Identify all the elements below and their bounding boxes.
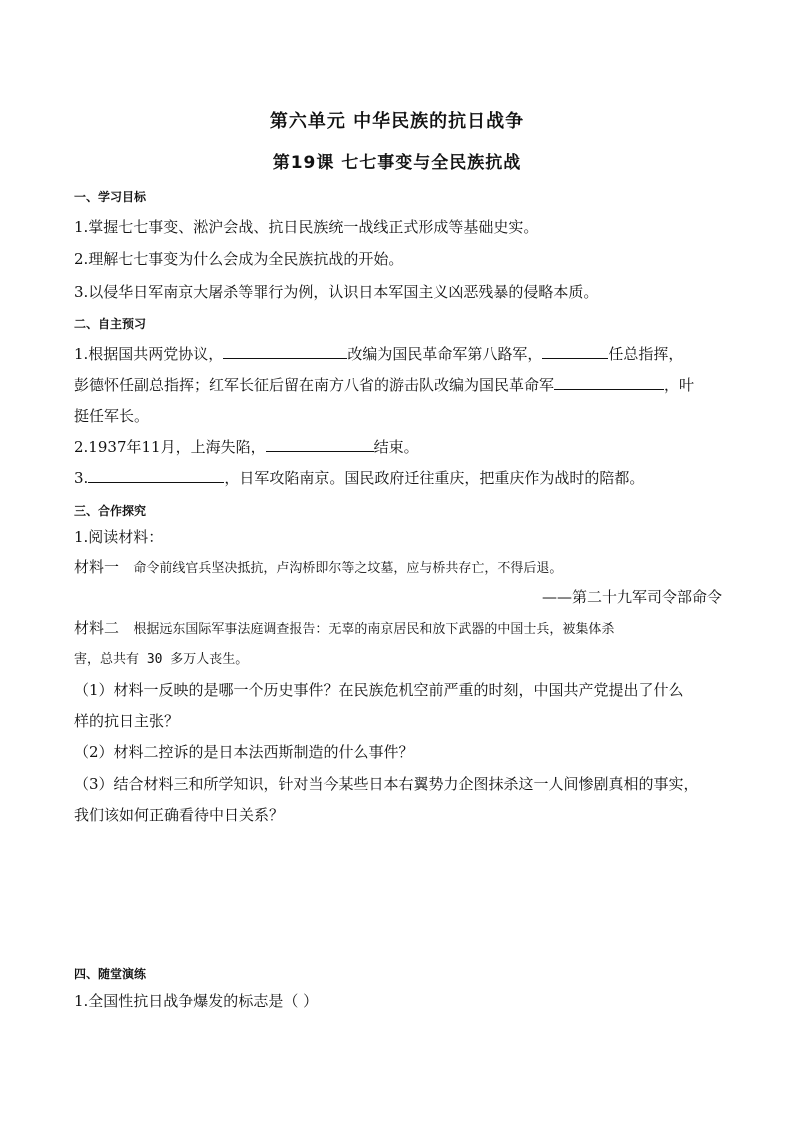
- material-text: 根据远东国际军事法庭调查报告：无辜的南京居民和放下武器的中国士兵，被集体杀: [133, 622, 615, 637]
- material-label: 材料二: [74, 619, 120, 637]
- material-1: [74, 556, 724, 577]
- preview-question-1: [74, 343, 724, 364]
- fill-blank[interactable]: [88, 467, 224, 483]
- text-segment: ，日军攻陷南京。国民政府迁往重庆，把重庆作为战时的陪都。: [224, 469, 645, 487]
- material-2-cont: [74, 648, 724, 667]
- section-heading-practice: 四、随堂演练: [74, 967, 147, 981]
- text-segment: 任总指挥，: [608, 345, 684, 363]
- material-text: 命令前线官兵坚决抵抗，卢沟桥即尔等之坟墓，应与桥共存亡，不得后退。: [133, 561, 563, 576]
- text-segment: 改编为国民革命军第八路军，: [347, 345, 543, 363]
- section-heading-inquiry: 三、合作探究: [74, 504, 147, 518]
- text-segment: 3.: [74, 469, 89, 487]
- objective-item: 2.理解七七事变为什么会成为全民族抗战的开始。: [74, 250, 404, 268]
- inquiry-question-1-cont: 样的抗日主张？: [74, 712, 180, 730]
- text-segment: 结束。: [373, 438, 419, 456]
- material-text: 害，总共有 30 多万人丧生。: [74, 652, 249, 667]
- practice-question-1: 1.全国性抗日战争爆发的标志是（ ）: [74, 992, 319, 1010]
- preview-question-3: [74, 467, 724, 488]
- preview-question-2: [74, 436, 724, 457]
- text-segment: ，叶: [664, 376, 695, 394]
- inquiry-question-1: （1）材料一反映的是哪一个历史事件？在民族危机空前严重的时刻，中国共产党提出了什么: [74, 681, 684, 699]
- objective-item: 1.掌握七七事变、淞沪会战、抗日民族统一战线正式形成等基础史实。: [74, 218, 539, 236]
- material-2: [74, 617, 724, 638]
- fill-blank[interactable]: [554, 374, 664, 390]
- inquiry-question-3: （3）结合材料三和所学知识，针对当今某些日本右翼势力企图抹杀这一人间惨剧真相的事实，: [74, 775, 699, 793]
- fill-blank[interactable]: [266, 436, 374, 452]
- fill-blank[interactable]: [542, 343, 608, 359]
- text-segment: 2.1937年11月，上海失陷，: [74, 438, 266, 456]
- material-label: 材料一: [74, 558, 120, 576]
- inquiry-question-3-cont: 我们该如何正确看待中日关系？: [74, 806, 285, 824]
- unit-title: 第六单元 中华民族的抗日战争: [269, 111, 525, 132]
- section-heading-objectives: 一、学习目标: [74, 190, 147, 204]
- objective-item: 3.以侵华日军南京大屠杀等罪行为例，认识日本军国主义凶恶残暴的侵略本质。: [74, 283, 599, 301]
- fill-blank[interactable]: [223, 343, 347, 359]
- section-heading-preview: 二、自主预习: [74, 317, 147, 331]
- preview-question-1-cont: [74, 374, 724, 395]
- text-segment: 彭德怀任副总指挥；红军长征后留在南方八省的游击队改编为国民革命军: [74, 376, 555, 394]
- lesson-title: 第19课 七七事变与全民族抗战: [272, 153, 522, 173]
- text-segment: 1.根据国共两党协议，: [74, 345, 224, 363]
- material-1-source: ——第二十九军司令部命令: [541, 588, 722, 606]
- inquiry-question-2: （2）材料二控诉的是日本法西斯制造的什么事件？: [74, 743, 414, 761]
- preview-question-1-end: 挺任军长。: [74, 407, 150, 425]
- reading-intro: 1.阅读材料：: [74, 528, 164, 546]
